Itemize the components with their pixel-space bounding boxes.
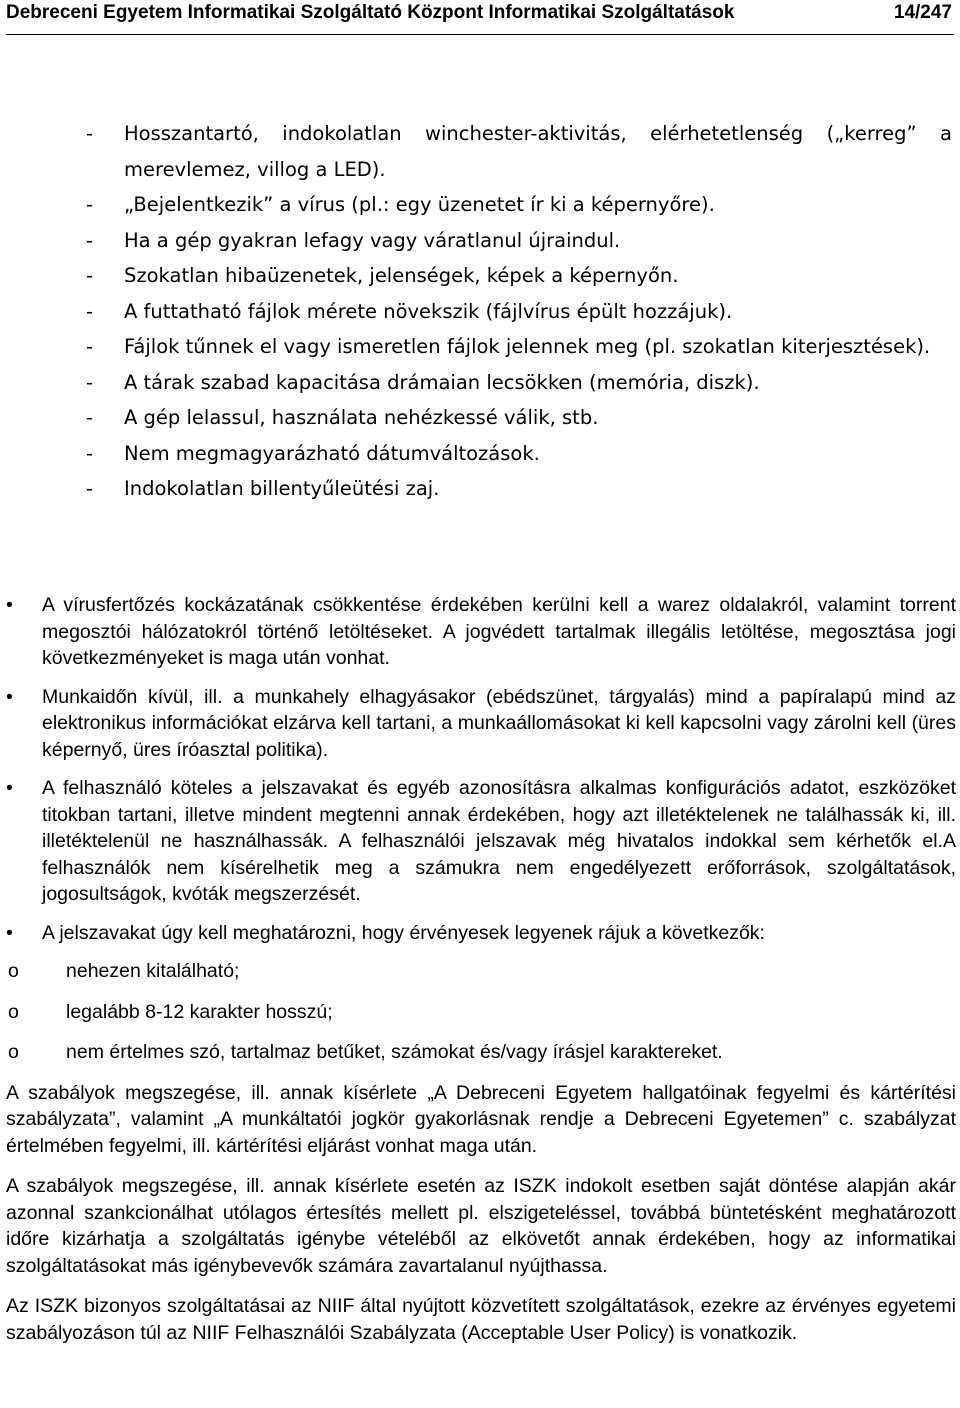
bullet-item: • A jelszavakat úgy kell meghatározni, hogy érvényesek legyenek rájuk a következők: <box>6 920 956 947</box>
document-body <box>6 592 956 1346</box>
circle-marker: o <box>8 1000 19 1023</box>
bullet-marker: • <box>6 594 13 616</box>
dash-marker: - <box>86 335 94 358</box>
list-item: - A gép lelassul, használata nehézkessé válik, stb. <box>86 400 952 436</box>
list-item: - Indokolatlan billentyűleütési zaj. <box>86 471 952 507</box>
dash-marker: - <box>86 122 94 145</box>
dash-marker: - <box>86 228 94 252</box>
password-rule-item: o nehezen kitalálható; <box>6 958 956 985</box>
bullet-item: • A vírusfertőzés kockázatának csökkentése érdekében kerülni kell a warez oldalakról, valamint torrent megosztói hálózatokról történő letöltéseket. A jogvédett tartalmak illegális letöltése, megosztása jogi következményeket is maga után vonhat. <box>6 594 956 669</box>
page-number: 14/247 <box>893 2 952 23</box>
bullet-marker: • <box>6 777 13 799</box>
dash-marker: - <box>86 264 94 287</box>
bullet-item: • A felhasználó köteles a jelszavakat és egyéb azonosításra alkalmas konfigurációs adatot, eszközöket titokban tartani, illetve mindent megtenni annak érdekében, hogy azt illetéktelenek ne találhassák ki, ill. illetéktelenül ne használhassák. A felhasználói jelszavak még hivatalos indokkal sem kérhetők el.A felhasználók nem kísérelhetik meg a számukra nem engedélyezett erőforrások, szolgáltatások, jogosultságok, kvóták megszerzését. <box>6 777 956 905</box>
dash-marker: - <box>86 441 94 465</box>
list-item: - Szokatlan hibaüzenetek, jelenségek, képek a képernyőn. <box>86 258 952 294</box>
dash-marker: - <box>86 299 94 323</box>
password-rule-item: o legalább 8-12 karakter hosszú; <box>6 999 956 1026</box>
paragraph: Az ISZK bizonyos szolgáltatásai az NIIF által nyújtott közvetített szolgáltatások, ezekre az érvényes egyetemi szabályozáson túl az NIIF Felhasználói Szabályzata (Acceptable User Policy) is vonatkozik. <box>6 1295 956 1344</box>
header-title: Debreceni Egyetem Informatikai Szolgáltató Központ Informatikai Szolgáltatások <box>6 2 735 23</box>
dash-marker: - <box>86 193 94 216</box>
bullet-marker: • <box>6 921 13 944</box>
page-header <box>6 2 952 36</box>
list-item: - Nem megmagyarázható dátumváltozások. <box>86 436 952 472</box>
paragraph: A szabályok megszegése, ill. annak kísérlete „A Debreceni Egyetem hallgatóinak fegyelmi és kártérítési szabályzata”, valamint „A munkáltatói jogkör gyakorlásnak rendje a Debreceni Egyetemen” c. szabályzat értelmében fegyelmi, ill. kártérítési eljárást vonhat maga után. <box>6 1081 956 1157</box>
list-item: - Fájlok tűnnek el vagy ismeretlen fájlok jelennek meg (pl. szokatlan kiterjesztések). <box>86 329 952 365</box>
circle-marker: o <box>8 1041 19 1063</box>
bullet-item: • Munkaidőn kívül, ill. a munkahely elhagyásakor (ebédszünet, tárgyalás) mind a papíralapú mind az elektronikus információkat elzárva kell tartani, a munkaállomásokat ki kell kapcsolni vagy zárolni kell (üres képernyő, üres íróasztal politika). <box>6 685 956 761</box>
symptom-list <box>86 116 952 507</box>
bullet-marker: • <box>6 685 13 708</box>
dash-marker: - <box>86 477 94 500</box>
list-item: - „Bejelentkezik” a vírus (pl.: egy üzenetet ír ki a képernyőre). <box>86 187 952 223</box>
header-divider <box>6 34 954 35</box>
dash-marker: - <box>86 370 94 394</box>
dash-marker: - <box>86 406 94 429</box>
paragraph: A szabályok megszegése, ill. annak kísérlete esetén az ISZK indokolt esetben saját döntése alapján akár azonnal szankcionálhat utólagos értesítés mellett pl. elszigeteléssel, továbbá büntetésként meghatározott időre kizárhatja a szolgáltatás igénybe vételéből az elkövetőt annak érdekében, hogy az informatikai szolgáltatásokat más igénybevevők számára zavartalanul nyújthassa. <box>6 1175 956 1277</box>
list-item: - Hosszantartó, indokolatlan winchester-aktivitás, elérhetetlenség („kerreg” a merevlemez, villog a LED). <box>86 116 952 187</box>
list-item: - A futtatható fájlok mérete növekszik (fájlvírus épült hozzájuk). <box>86 294 952 330</box>
list-item: - Ha a gép gyakran lefagy vagy váratlanul újraindul. <box>86 223 952 259</box>
circle-marker: o <box>8 960 19 982</box>
list-item: - A tárak szabad kapacitása drámaian lecsökken (memória, diszk). <box>86 365 952 401</box>
password-rule-item: o nem értelmes szó, tartalmaz betűket, számokat és/vagy írásjel karaktereket. <box>6 1039 956 1066</box>
